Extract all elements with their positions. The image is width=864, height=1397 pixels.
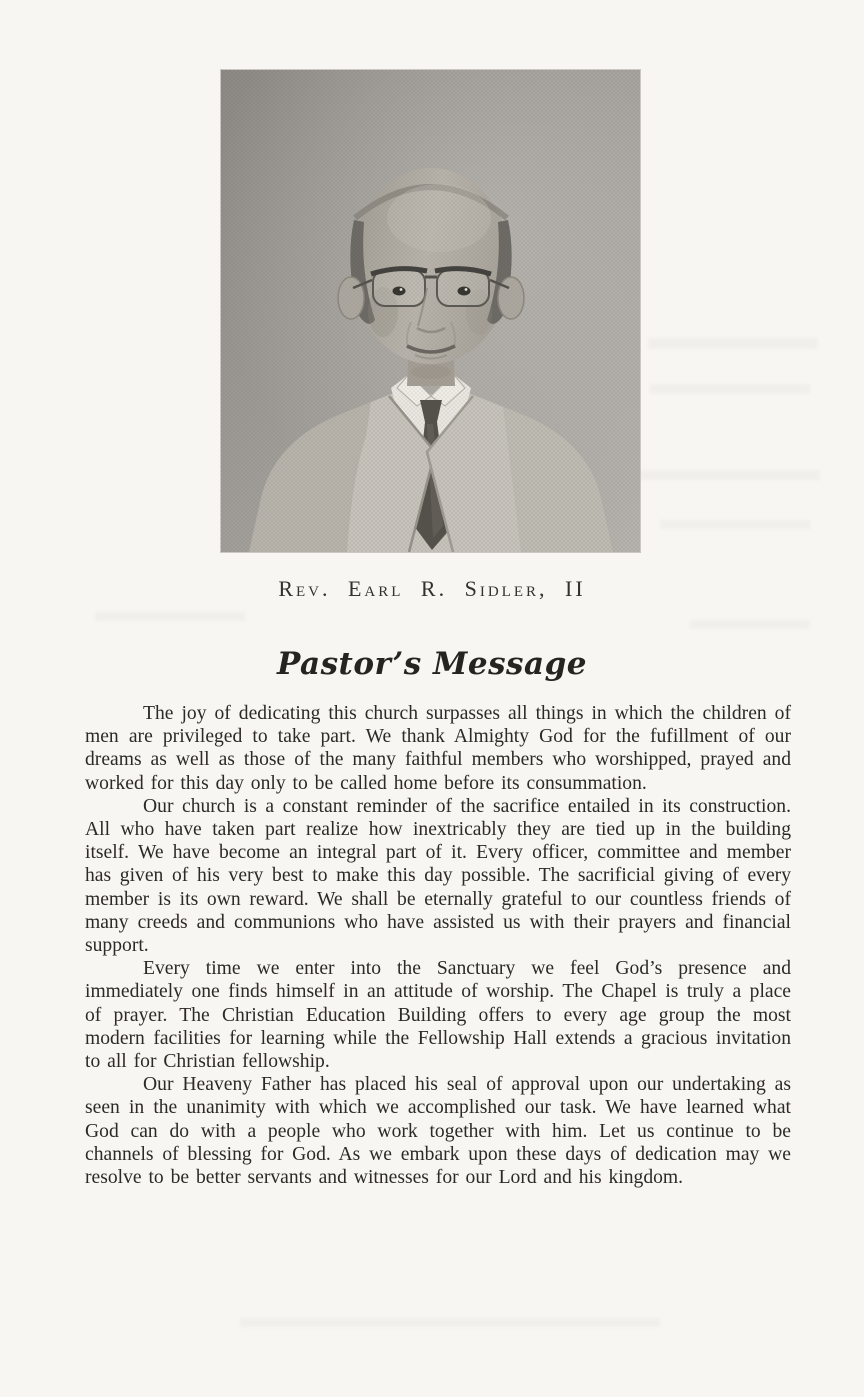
page-title: Pastor’s Message bbox=[277, 646, 587, 682]
bleed-through-smudge bbox=[690, 620, 810, 629]
paragraph-1: The joy of dedicating this church surpasses all things in which the children of men are privileged to take part. We thank Almighty God for the fufillment of our dreams as well as those of the many faithful members who worshipped, prayed and worked for this day only to be called home before its consummation. bbox=[85, 703, 791, 794]
pastor-message-body bbox=[85, 702, 791, 1189]
pastor-portrait-photo bbox=[221, 70, 640, 552]
bleed-through-smudge bbox=[240, 1318, 660, 1327]
bleed-through-smudge bbox=[640, 470, 820, 480]
bleed-through-smudge bbox=[660, 520, 810, 529]
portrait-illustration bbox=[221, 70, 640, 552]
photo-caption: Rev. Earl R. Sidler, II bbox=[278, 576, 586, 601]
paragraph-2: Our church is a constant reminder of the sacrifice entailed in its construction. All who have taken part realize how inextricably they are tied up in the building itself. We have become an integral part of it. Every officer, committee and member has given of his very best to make this day possible. The sacrificial giving of every member is its own reward. We shall be eternally grateful to our countless friends of many creeds and communions who have assisted us with their prayers and financial support. bbox=[85, 795, 791, 957]
bleed-through-smudge bbox=[95, 612, 245, 621]
paragraph-3: Every time we enter into the Sanctuary we feel God’s presence and immediately one finds himself in an attitude of worship. The Chapel is truly a place of prayer. The Christian Education Building offers to every age group the most modern facilities for learning while the Fellowship Hall extends a gracious invitation to all for Christian fellowship. bbox=[85, 958, 791, 1073]
bleed-through-smudge bbox=[650, 384, 810, 394]
bleed-through-smudge bbox=[648, 338, 818, 349]
paragraph-4: Our Heaveny Father has placed his seal of approval upon our undertaking as seen in the unanimity with which we accomplished our task. We have learned what God can do with a people who work together with him. Let us continue to be channels of blessing for God. As we embark upon these days of dedication may we resolve to be better servants and witnesses for our Lord and his kingdom. bbox=[85, 1074, 791, 1189]
